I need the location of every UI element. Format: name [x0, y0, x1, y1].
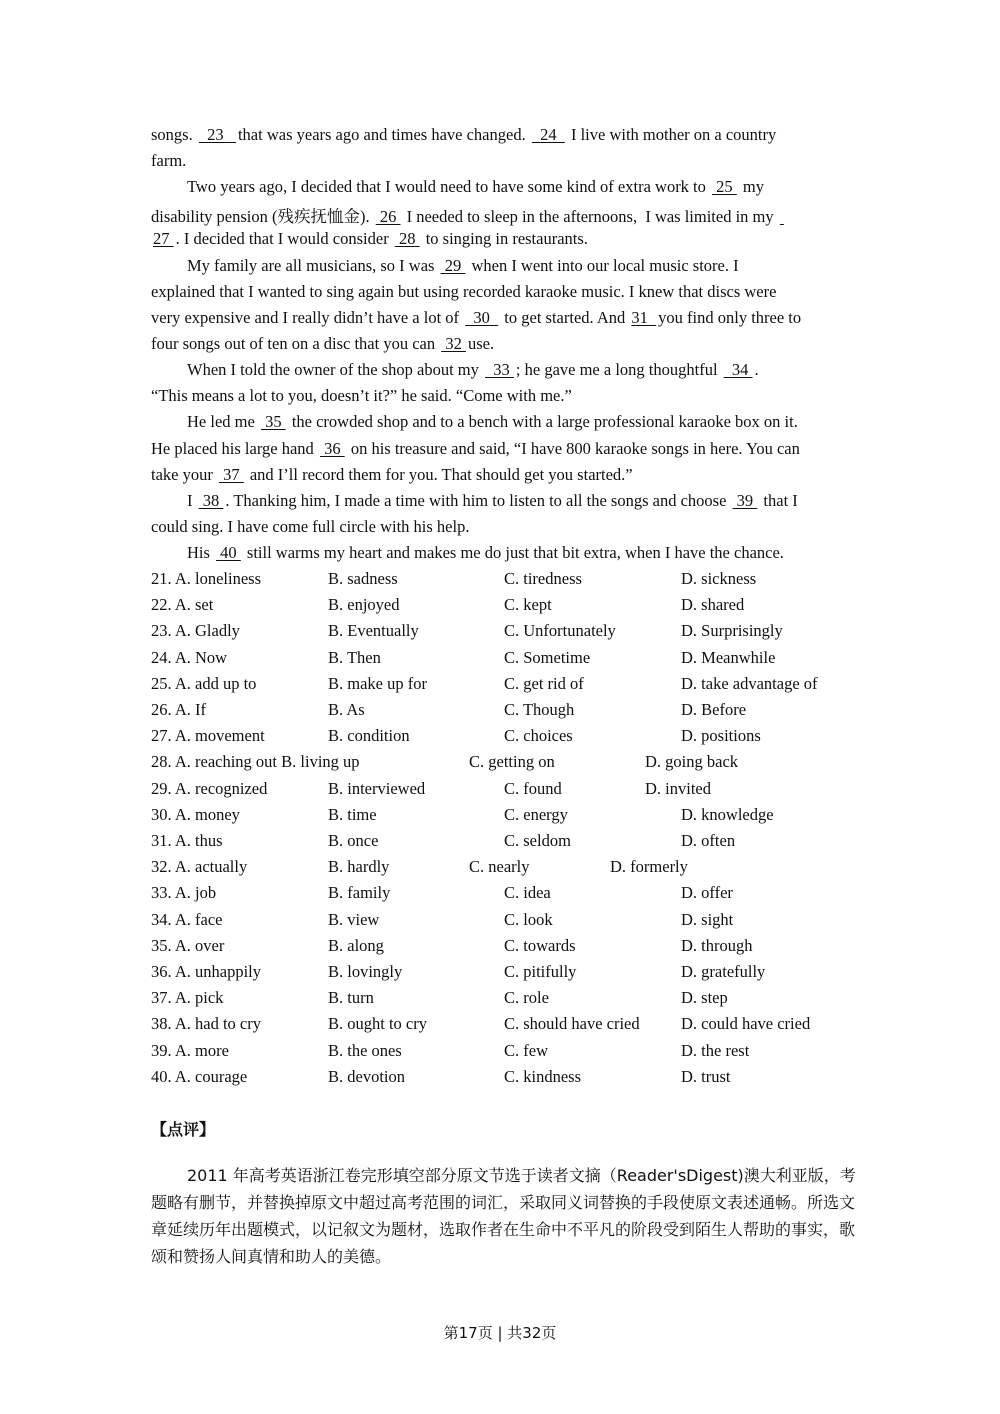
answer-blank	[778, 207, 786, 226]
question-option-b: B. the ones	[328, 1041, 402, 1060]
comment-body: 2011 年高考英语浙江卷完形填空部分原文节选于读者文摘（Reader'sDigest)澳大利亚版，考题略有删节，并替换掉原文中超过高考范围的词汇，采取同义词替换的手段使原文表述通畅。所选文章延续历年出题模式，以记叙文为题材，选取作者在生命中不平凡的阶段受到陌生人帮助的事实，歌颂和赞扬人间真情和助人的美德。	[151, 1166, 856, 1266]
answer-blank: 31	[631, 308, 657, 327]
question-option-a: 38. A. had to cry	[151, 1014, 261, 1033]
question-option-b: B. hardly	[328, 857, 390, 876]
question-option-d: D. Surprisingly	[681, 621, 783, 640]
passage-text: to singing in restaurants.	[421, 229, 588, 248]
passage-text: take your	[151, 465, 217, 484]
question-option-d: D. going back	[645, 752, 739, 771]
passage-line	[151, 282, 776, 302]
question-option-a: 25. A. add up to	[151, 674, 257, 693]
answer-blank: 25	[712, 177, 737, 196]
answer-blank: 26	[375, 207, 401, 226]
question-option-a: 22. A. set	[151, 595, 214, 614]
passage-text: “This means a lot to you, doesn’t it?” he said. “Come with me.”	[151, 386, 572, 405]
question-option-b: B. condition	[328, 726, 410, 745]
question-option-d: D. Before	[681, 700, 747, 719]
question-option-c: C. get rid of	[504, 674, 584, 693]
answer-blank: 30	[465, 308, 499, 327]
passage-text: the crowded shop and to a bench with a large professional karaoke box on it.	[287, 412, 798, 431]
question-option-b: B. devotion	[328, 1067, 405, 1086]
question-option-b: B. family	[328, 883, 391, 902]
passage-line	[187, 256, 739, 276]
passage-text: . I decided that I would consider	[175, 229, 393, 248]
passage-text: that I	[759, 491, 798, 510]
passage-text: could sing. I have come full circle with his help.	[151, 517, 470, 536]
question-option-c: C. choices	[504, 726, 573, 745]
question-option-b: B. Eventually	[328, 621, 419, 640]
passage-text: He led me	[187, 412, 259, 431]
passage-text: my	[738, 177, 764, 196]
question-option-d: D. Meanwhile	[681, 648, 776, 667]
question-option-a: 23. A. Gladly	[151, 621, 240, 640]
answer-blank: 40	[216, 543, 241, 562]
question-option-b: B. once	[328, 831, 379, 850]
question-option-a: 21. A. loneliness	[151, 569, 261, 588]
answer-blank: 32	[441, 334, 466, 353]
passage-text: use.	[467, 334, 495, 353]
question-option-a: 27. A. movement	[151, 726, 265, 745]
question-option-a: 40. A. courage	[151, 1067, 248, 1086]
passage-text: very expensive and I really didn’t have a lot of	[151, 308, 464, 327]
question-option-b: B. turn	[328, 988, 374, 1007]
passage-text: when I went into our local music store. I	[467, 256, 739, 275]
answer-blank: 37	[218, 465, 244, 484]
question-option-c: C. Unfortunately	[504, 621, 616, 640]
answer-blank: 34	[723, 360, 753, 379]
passage-line	[187, 177, 764, 197]
passage-text: I needed to sleep in the afternoons, I was limited in my	[402, 207, 778, 226]
comment-heading: 【点评】	[151, 1120, 216, 1139]
question-option-b: B. lovingly	[328, 962, 403, 981]
question-option-c: C. kept	[504, 595, 552, 614]
passage-text: My family are all musicians, so I was	[187, 256, 439, 275]
question-option-d: D. could have cried	[681, 1014, 811, 1033]
passage-text: I live with mother on a country	[566, 125, 777, 144]
passage-line	[151, 229, 588, 249]
question-option-c: C. should have cried	[504, 1014, 640, 1033]
question-option-a: 33. A. job	[151, 883, 217, 902]
passage-line	[151, 386, 572, 406]
question-option-a: 39. A. more	[151, 1041, 229, 1060]
question-option-a: 36. A. unhappily	[151, 962, 261, 981]
answer-blank: 28	[394, 229, 420, 248]
answer-blank: 24	[531, 125, 565, 144]
passage-text: you find only three to	[658, 308, 802, 327]
question-option-c: C. role	[504, 988, 549, 1007]
question-option-d: D. gratefully	[681, 962, 766, 981]
passage-text: on his treasure and said, “I have 800 karaoke songs in here. You can	[346, 439, 800, 458]
question-option-c: C. tiredness	[504, 569, 582, 588]
question-option-c: C. few	[504, 1041, 548, 1060]
passage-text: His	[187, 543, 215, 562]
question-option-d: D. positions	[681, 726, 761, 745]
question-option-d: D. sickness	[681, 569, 757, 588]
question-option-d: D. trust	[681, 1067, 731, 1086]
question-option-a: 37. A. pick	[151, 988, 224, 1007]
question-option-a: 26. A. If	[151, 700, 206, 719]
passage-text: farm.	[151, 151, 187, 170]
passage-text: Two years ago, I decided that I would need to have some kind of extra work to	[187, 177, 711, 196]
question-option-b: B. make up for	[328, 674, 427, 693]
question-option-c: C. nearly	[469, 857, 530, 876]
passage-line	[151, 334, 494, 354]
passage-text: He placed his large hand	[151, 439, 318, 458]
question-option-b: B. time	[328, 805, 377, 824]
passage-text: When I told the owner of the shop about my	[187, 360, 484, 379]
question-option-c: C. energy	[504, 805, 568, 824]
answer-blank: 39	[732, 491, 758, 510]
passage-text: I	[187, 491, 197, 510]
passage-text: . Thanking him, I made a time with him to listen to all the songs and choose	[225, 491, 731, 510]
question-option-d: D. step	[681, 988, 728, 1007]
passage-text: still warms my heart and makes me do just that bit extra, when I have the chance.	[242, 543, 784, 562]
question-option-c: C. getting on	[469, 752, 555, 771]
question-option-c: C. kindness	[504, 1067, 582, 1086]
passage-line	[151, 151, 186, 171]
question-option-b: B. along	[328, 936, 384, 955]
question-option-a: 35. A. over	[151, 936, 225, 955]
passage-text: disability pension (残疾抚恤金).	[151, 207, 374, 226]
passage-text: ; he gave me a long thoughtful	[515, 360, 722, 379]
question-option-c: C. idea	[504, 883, 551, 902]
question-option-d: D. sight	[681, 910, 734, 929]
passage-line	[151, 308, 801, 328]
question-option-b: B. sadness	[328, 569, 398, 588]
question-option-a: 34. A. face	[151, 910, 223, 929]
question-option-a: 24. A. Now	[151, 648, 228, 667]
question-option-c: C. towards	[504, 936, 576, 955]
answer-blank: 29	[440, 256, 466, 275]
passage-line	[187, 543, 784, 563]
passage-text: explained that I wanted to sing again but using recorded karaoke music. I knew that discs were	[151, 282, 777, 301]
passage-text: four songs out of ten on a disc that you can	[151, 334, 440, 353]
question-option-c: C. Sometime	[504, 648, 591, 667]
answer-blank: 38	[198, 491, 224, 510]
passage-line	[151, 517, 469, 537]
question-option-c: C. found	[504, 779, 562, 798]
question-option-c: C. pitifully	[504, 962, 577, 981]
question-option-a: 32. A. actually	[151, 857, 248, 876]
question-option-b: B. ought to cry	[328, 1014, 427, 1033]
question-option-d: D. take advantage of	[681, 674, 818, 693]
question-option-d: D. invited	[645, 779, 711, 798]
question-option-b: B. interviewed	[328, 779, 426, 798]
passage-text: songs.	[151, 125, 197, 144]
question-option-a: 30. A. money	[151, 805, 240, 824]
question-option-d: D. the rest	[681, 1041, 750, 1060]
question-option-a: 28. A. reaching out B. living up	[151, 752, 360, 771]
question-option-d: D. knowledge	[681, 805, 774, 824]
question-option-b: B. view	[328, 910, 380, 929]
question-option-b: B. Then	[328, 648, 381, 667]
passage-text: that was years ago and times have changed.	[237, 125, 530, 144]
question-option-d: D. often	[681, 831, 736, 850]
question-option-c: C. Though	[504, 700, 575, 719]
question-option-d: D. shared	[681, 595, 745, 614]
passage-line	[151, 203, 786, 227]
question-option-c: C. seldom	[504, 831, 571, 850]
passage-line	[187, 412, 798, 432]
answer-blank: 23	[198, 125, 236, 144]
passage-text: and I’ll record them for you. That should get you started.”	[245, 465, 633, 484]
passage-line	[187, 360, 759, 380]
page-footer: 第17页 | 共32页	[443, 1324, 557, 1342]
passage-line	[151, 125, 776, 145]
passage-text: to get started. And	[500, 308, 630, 327]
question-option-d: D. through	[681, 936, 753, 955]
answer-blank: 27	[153, 229, 174, 248]
question-option-a: 29. A. recognized	[151, 779, 268, 798]
answer-blank: 36	[319, 439, 345, 458]
answer-blank: 35	[260, 412, 286, 431]
passage-line	[151, 439, 800, 459]
question-option-b: B. As	[328, 700, 365, 719]
passage-text: .	[754, 360, 759, 379]
question-option-a: 31. A. thus	[151, 831, 223, 850]
question-option-b: B. enjoyed	[328, 595, 400, 614]
passage-line	[151, 465, 633, 485]
answer-blank: 33	[485, 360, 514, 379]
question-option-d: D. offer	[681, 883, 733, 902]
question-option-d: D. formerly	[610, 857, 688, 876]
question-option-c: C. look	[504, 910, 553, 929]
passage-line	[187, 491, 798, 511]
